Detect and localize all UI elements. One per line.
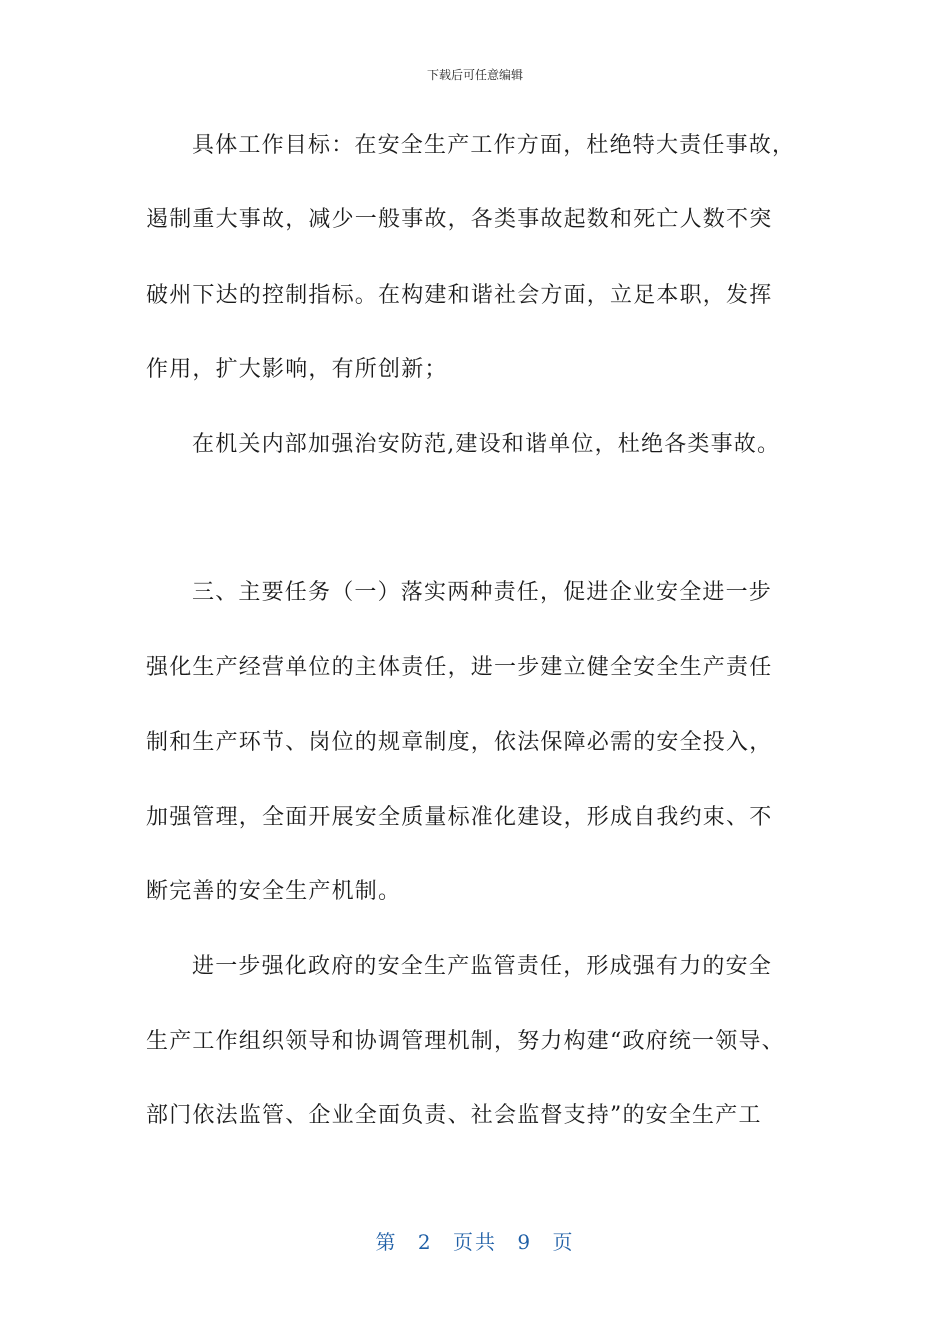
- header-note: 下载后可任意编辑: [426, 68, 523, 82]
- page-footer: [0, 1226, 950, 1255]
- body-line: 生产工作组织领导和协调管理机制，努力构建“政府统一领导、: [146, 1029, 785, 1054]
- footer-prefix: 第: [375, 1230, 398, 1254]
- body-line: 断完善的安全生产机制。: [146, 879, 402, 904]
- footer-current-page: 2: [417, 1230, 433, 1254]
- footer-total-pages: 9: [517, 1230, 533, 1254]
- body-line: 在机关内部加强治安防范,建设和谐单位，杜绝各类事故。: [192, 432, 781, 457]
- body-line: 进一步强化政府的安全生产监管责任，形成强有力的安全: [192, 954, 773, 979]
- body-line: 部门依法监管、企业全面负责、社会监督支持”的安全生产工: [146, 1103, 762, 1128]
- body-line: 三、主要任务（一）落实两种责任，促进企业安全进一步: [192, 580, 773, 605]
- body-line: 具体工作目标：在安全生产工作方面，杜绝特大责任事故，: [192, 133, 796, 158]
- footer-suffix: 页: [552, 1230, 575, 1254]
- body-line: 制和生产环节、岗位的规章制度，依法保障必需的安全投入，: [146, 730, 773, 755]
- footer-middle: 页共: [453, 1230, 497, 1254]
- body-line: 作用，扩大影响，有所创新；: [146, 357, 448, 382]
- body-line: 强化生产经营单位的主体责任，进一步建立健全安全生产责任: [146, 655, 773, 680]
- body-line: 遏制重大事故，减少一般事故，各类事故起数和死亡人数不突: [146, 207, 773, 232]
- body-line: 加强管理，全面开展安全质量标准化建设，形成自我约束、不: [146, 805, 773, 830]
- body-line: 破州下达的控制指标。在构建和谐社会方面，立足本职，发挥: [146, 283, 773, 308]
